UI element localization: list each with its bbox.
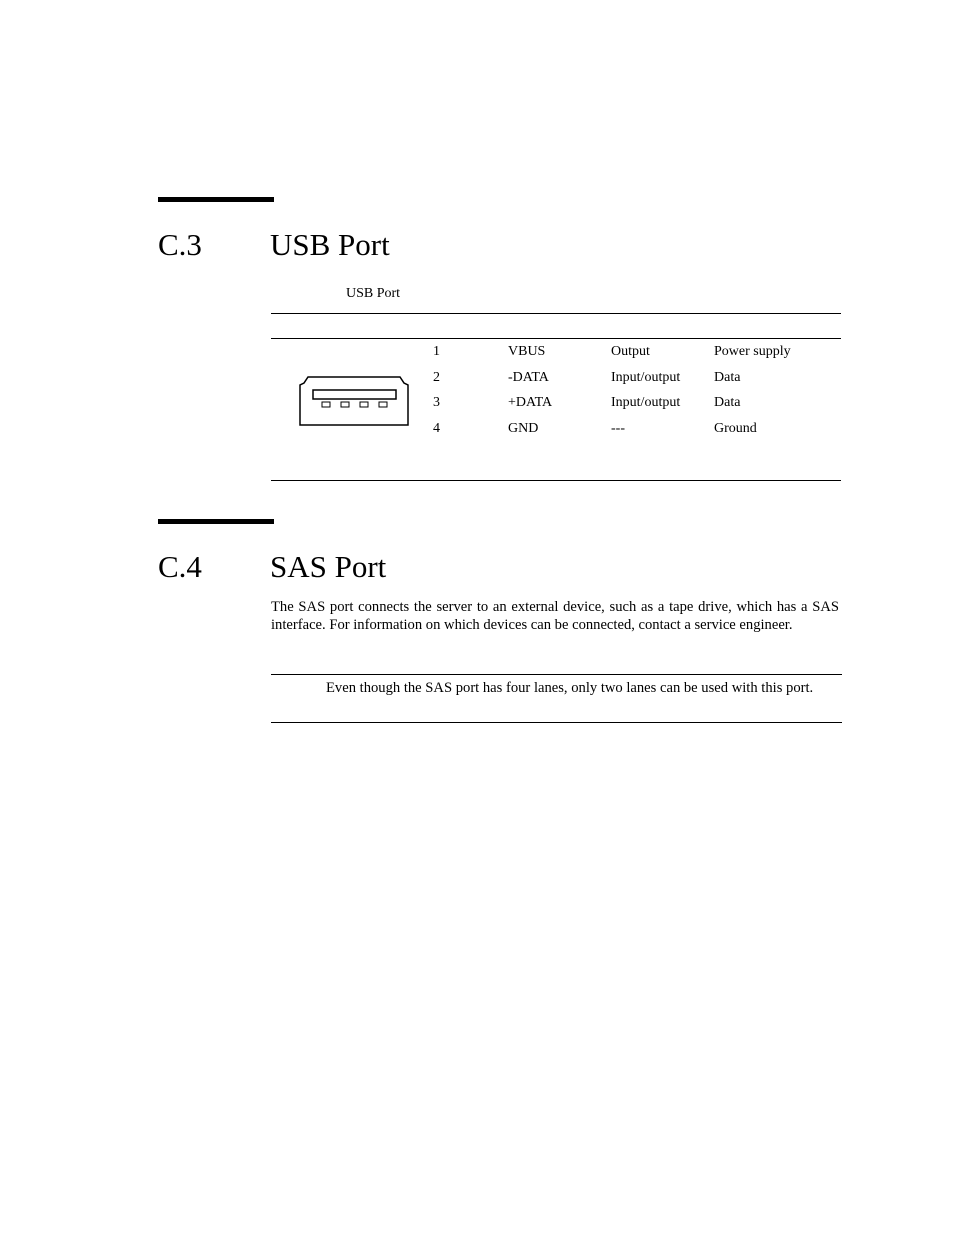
usb-pin-4 <box>379 402 387 407</box>
table-header-rule <box>271 338 841 339</box>
table-top-rule <box>271 313 841 314</box>
pin-number: 4 <box>433 421 440 436</box>
pin-number: 2 <box>433 370 440 385</box>
io-direction: --- <box>611 421 625 436</box>
section-title: USB Port <box>270 227 390 262</box>
table-bottom-rule <box>271 480 841 481</box>
section-number: C.4 <box>158 549 202 584</box>
pin-description: Data <box>714 370 741 385</box>
pin-number: 3 <box>433 395 440 410</box>
signal-name: GND <box>508 421 539 436</box>
io-direction: Input/output <box>611 395 681 410</box>
usb-connector-outline <box>300 377 408 425</box>
pin-number: 1 <box>433 344 440 359</box>
table-caption: USB Port <box>346 286 401 301</box>
io-direction: Output <box>611 344 650 359</box>
note-bottom-rule <box>271 722 842 723</box>
note-text: Even though the SAS port has four lanes, only two lanes can be used with this port. <box>326 680 814 696</box>
section-title: SAS Port <box>270 549 387 584</box>
signal-name: VBUS <box>508 344 546 359</box>
pin-description: Power supply <box>714 344 791 359</box>
usb-pin-3 <box>360 402 368 407</box>
section-rule-bar <box>158 519 274 524</box>
signal-name: -DATA <box>508 370 549 385</box>
section-rule-bar <box>158 197 274 202</box>
usb-connector-diagram <box>298 375 410 429</box>
usb-pin-1 <box>322 402 330 407</box>
body-paragraph: The SAS port connects the server to an external device, such as a tape drive, which has a SAS interface. For information on which devices can be connected, contact a service engineer. <box>271 599 839 633</box>
io-direction: Input/output <box>611 370 681 385</box>
note-top-rule <box>271 674 842 675</box>
usb-pin-2 <box>341 402 349 407</box>
pin-description: Data <box>714 395 741 410</box>
pin-description: Ground <box>714 421 757 436</box>
usb-connector-tongue <box>313 390 396 399</box>
section-number: C.3 <box>158 227 202 262</box>
signal-name: +DATA <box>508 395 553 410</box>
